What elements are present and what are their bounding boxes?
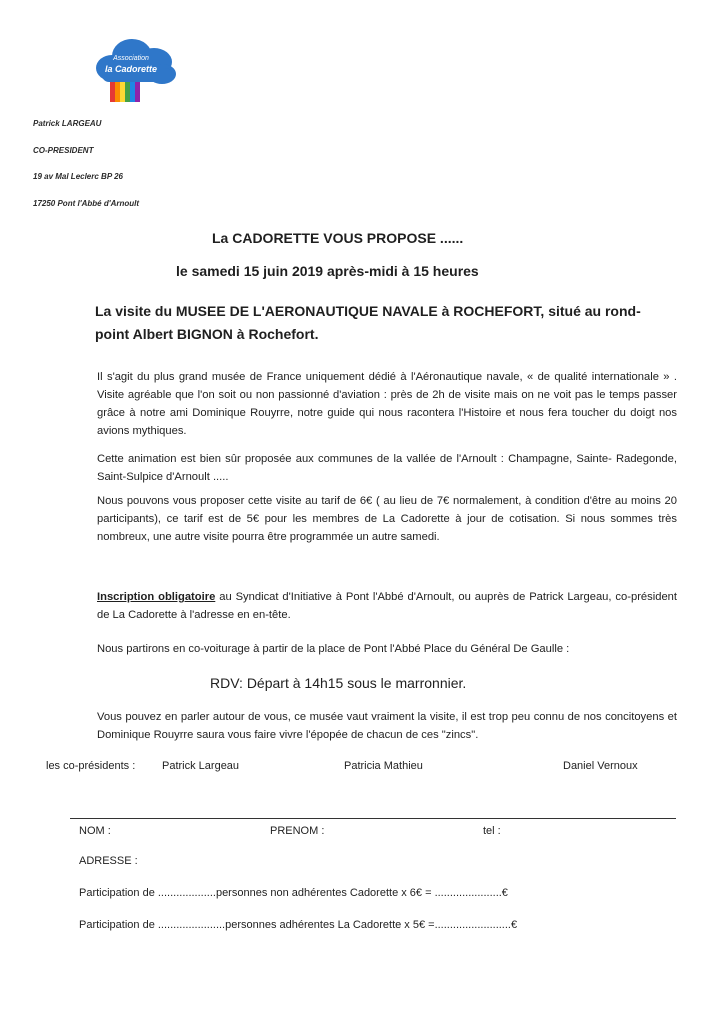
sender-name: Patrick LARGEAU bbox=[33, 119, 102, 128]
paragraph-communes: Cette animation est bien sûr proposée aux communes de la vallée de l'Arnoult : Champagne, Sainte- Radegonde, Saint-Sulpice d'Arnoult ..... bbox=[97, 453, 677, 483]
sender-role: CO-PRESIDENT bbox=[33, 145, 94, 155]
inscription-text: au Syndicat d'Initiative à Pont l'Abbé d'Arnoult, ou auprès de Patrick Largeau, co-président de La Cadorette à l'adresse en en-tête. bbox=[97, 591, 677, 621]
paragraph-museum: Il s'agit du plus grand musée de France uniquement dédié à l'Aéronautique navale, « de qualité internationale » . Visite agréable que l'on soit ou non passionné d'aviation : près de 2h de visite mais on ne voit pas le temps passer grâce à notre ami Dominique Rouyrre, notre guide qui nous racontera l'Histoire et nous fera toucher du doigt nos avions mythiques. bbox=[97, 371, 677, 437]
signers-label: les co-présidents : bbox=[46, 760, 136, 772]
sender-city: 17250 Pont l'Abbé d'Arnoult bbox=[33, 198, 140, 208]
heading-date: le samedi 15 juin 2019 après-midi à 15 heures bbox=[176, 263, 479, 279]
form-prenom-label: PRENOM : bbox=[270, 825, 325, 837]
form-participation-non-adherents: Participation de ...................personnes non adhérentes Cadorette x 6€ = ......................€ bbox=[79, 887, 508, 899]
signer-2: Patricia Mathieu bbox=[344, 760, 423, 772]
logo-line-1: Association bbox=[113, 55, 149, 62]
inscription-emphasis: Inscription obligatoire bbox=[97, 591, 216, 603]
paragraph-tarif: Nous pouvons vous proposer cette visite au tarif de 6€ ( au lieu de 7€ normalement, à condition d'être au moins 20 participants), ce tarif est de 5€ pour les membres de La Cadorette à jour de cotisation. Si nous sommes très nombreux, une autre visite pourra être programmée un autre samedi. bbox=[97, 495, 677, 543]
sender-block bbox=[33, 118, 139, 224]
sender-address: 19 av Mal Leclerc BP 26 bbox=[33, 172, 123, 181]
paragraph-inscription bbox=[97, 588, 677, 624]
form-tel-label: tel : bbox=[483, 825, 501, 837]
form-participation-adherents: Participation de ......................personnes adhérentes La Cadorette x 5€ =.........................€ bbox=[79, 919, 518, 931]
heading-propose: La CADORETTE VOUS PROPOSE ...... bbox=[212, 230, 464, 246]
logo-line-2: la Cadorette bbox=[104, 64, 157, 74]
logo-text bbox=[96, 54, 166, 74]
rdv-line: RDV: Départ à 14h15 sous le marronnier. bbox=[210, 675, 467, 691]
paragraph-covoiturage: Nous partirons en co-voiturage à partir de la place de Pont l'Abbé Place du Général De Gaulle : bbox=[97, 643, 570, 655]
signer-1: Patrick Largeau bbox=[162, 760, 240, 772]
signer-3: Daniel Vernoux bbox=[563, 760, 638, 772]
heading-visit: La visite du MUSEE DE L'AERONAUTIQUE NAVALE à ROCHEFORT, situé au rond-point Albert BIGNON à Rochefort. bbox=[95, 303, 641, 342]
paragraph-closing: Vous pouvez en parler autour de vous, ce musée vaut vraiment la visite, il est trop peu connu de nos concitoyens et Dominique Rouyrre saura vous faire vivre l'épopée de chacun de ces "zincs". bbox=[97, 711, 677, 741]
form-adresse-label: ADRESSE : bbox=[79, 855, 138, 867]
form-nom-label: NOM : bbox=[79, 825, 111, 837]
form-divider bbox=[70, 818, 676, 819]
